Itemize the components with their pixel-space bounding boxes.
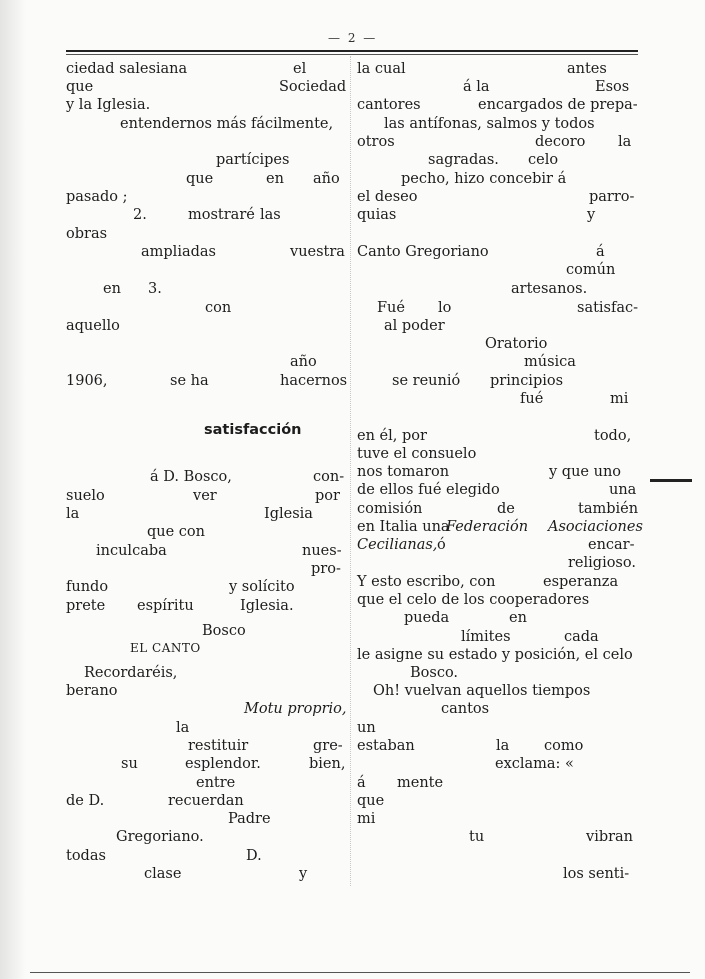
text-fragment: vuestra xyxy=(290,244,345,260)
text-fragment: inculcaba xyxy=(96,543,167,559)
text-fragment: pasado ; xyxy=(66,189,128,205)
text-fragment: principios xyxy=(490,373,564,389)
text-fragment: Iglesia. xyxy=(240,598,294,614)
text-fragment: fundo xyxy=(66,579,109,595)
header-rule-thin xyxy=(66,54,638,55)
text-fragment: recuerdan xyxy=(168,793,244,809)
text-fragment: Padre xyxy=(228,811,271,827)
text-fragment: clase xyxy=(144,866,182,882)
text-fragment: que xyxy=(357,793,385,809)
text-fragment: la xyxy=(66,506,80,522)
text-fragment: en xyxy=(266,171,284,187)
text-fragment: de xyxy=(497,501,515,517)
text-fragment: quias xyxy=(357,207,397,223)
text-fragment: cantores xyxy=(357,97,421,113)
text-fragment: encar- xyxy=(588,537,635,553)
text-fragment: todo, xyxy=(594,428,632,444)
text-fragment: espíritu xyxy=(137,598,194,614)
text-fragment: tuve el consuelo xyxy=(357,446,477,462)
text-fragment: el deseo xyxy=(357,189,418,205)
text-fragment: que xyxy=(66,79,94,95)
text-fragment: común xyxy=(566,262,616,278)
text-fragment: y solícito xyxy=(229,579,295,595)
text-fragment: Canto Gregoriano xyxy=(357,244,489,260)
margin-mark xyxy=(650,479,692,482)
text-fragment: Asociaciones xyxy=(548,519,643,535)
text-fragment: partícipes xyxy=(216,152,290,168)
text-fragment: á la xyxy=(463,79,490,95)
text-fragment: como xyxy=(544,738,584,754)
text-fragment: exclama: « xyxy=(495,756,574,772)
text-fragment: las xyxy=(260,207,281,223)
text-fragment: prete xyxy=(66,598,106,614)
text-fragment: ampliadas xyxy=(141,244,216,260)
text-fragment: 2. xyxy=(133,207,147,223)
text-fragment: encargados de prepa- xyxy=(478,97,638,113)
text-fragment: 1906, xyxy=(66,373,108,389)
text-fragment: Recordaréis, xyxy=(84,665,178,681)
column-divider xyxy=(350,56,351,886)
text-fragment: en él, por xyxy=(357,428,427,444)
text-fragment: hacernos xyxy=(280,373,348,389)
text-fragment: con- xyxy=(313,469,345,485)
text-fragment: Y esto escribo, con xyxy=(357,574,496,590)
text-fragment: que con xyxy=(147,524,205,540)
text-fragment: todas xyxy=(66,848,106,864)
text-fragment: D. xyxy=(246,848,262,864)
header-rule xyxy=(66,50,638,52)
text-fragment: música xyxy=(524,354,576,370)
text-fragment: pueda xyxy=(404,610,450,626)
text-fragment: Esos xyxy=(595,79,630,95)
text-fragment: estaban xyxy=(357,738,415,754)
text-fragment: se ha xyxy=(170,373,209,389)
text-fragment: ó xyxy=(437,537,446,553)
text-fragment: restituir xyxy=(188,738,249,754)
footer-rule xyxy=(30,972,690,973)
text-fragment: un xyxy=(357,720,376,736)
text-fragment: y la Iglesia. xyxy=(66,97,151,113)
text-fragment: las antífonas, salmos y todos xyxy=(384,116,595,132)
text-fragment: celo xyxy=(528,152,559,168)
text-fragment: artesanos. xyxy=(511,281,588,297)
text-fragment: Federación xyxy=(446,519,529,535)
text-fragment: lo xyxy=(438,300,452,316)
text-fragment: de D. xyxy=(66,793,105,809)
section-heading-small-caps: EL CANTO xyxy=(130,641,201,655)
text-fragment: nos tomaron xyxy=(357,464,450,480)
text-fragment: pro- xyxy=(311,561,341,577)
text-fragment: Motu proprio, xyxy=(244,701,347,717)
text-fragment: la xyxy=(496,738,510,754)
text-fragment: 3. xyxy=(148,281,162,297)
text-fragment: sagradas. xyxy=(428,152,499,168)
text-fragment: una xyxy=(609,482,637,498)
text-fragment: obras xyxy=(66,226,108,242)
text-fragment: bien, xyxy=(309,756,346,772)
text-fragment: á xyxy=(596,244,605,260)
text-fragment: cantos xyxy=(441,701,490,717)
text-fragment: cada xyxy=(564,629,599,645)
text-fragment: berano xyxy=(66,683,118,699)
text-fragment: y xyxy=(587,207,596,223)
text-fragment: Sociedad xyxy=(279,79,347,95)
text-fragment: año xyxy=(313,171,340,187)
text-fragment: suelo xyxy=(66,488,105,504)
text-fragment: y xyxy=(299,866,308,882)
text-fragment: límites xyxy=(461,629,511,645)
text-fragment: se reunió xyxy=(392,373,461,389)
text-fragment: también xyxy=(578,501,639,517)
text-fragment: mi xyxy=(610,391,629,407)
text-fragment: pecho, hizo concebir á xyxy=(401,171,567,187)
text-fragment: á D. Bosco, xyxy=(150,469,232,485)
text-fragment: vibran xyxy=(586,829,634,845)
section-heading: satisfacción xyxy=(204,422,302,438)
text-fragment: que xyxy=(186,171,214,187)
text-fragment: el xyxy=(293,61,307,77)
text-fragment: esplendor. xyxy=(185,756,261,772)
text-fragment: comisión xyxy=(357,501,423,517)
text-fragment: con xyxy=(205,300,232,316)
text-fragment: tu xyxy=(469,829,485,845)
text-fragment: mostraré xyxy=(188,207,255,223)
text-fragment: Oratorio xyxy=(485,336,548,352)
text-fragment: esperanza xyxy=(543,574,619,590)
text-fragment: de ellos fué elegido xyxy=(357,482,500,498)
text-fragment: antes xyxy=(567,61,607,77)
text-fragment: Fué xyxy=(377,300,405,316)
text-fragment: y que uno xyxy=(549,464,622,480)
text-fragment: otros xyxy=(357,134,395,150)
text-fragment: aquello xyxy=(66,318,120,334)
text-fragment: fué xyxy=(520,391,544,407)
text-fragment: en xyxy=(509,610,527,626)
text-fragment: decoro xyxy=(535,134,586,150)
text-fragment: parro- xyxy=(589,189,635,205)
text-fragment: los senti- xyxy=(563,866,630,882)
text-fragment: Cecilianas, xyxy=(357,537,438,553)
text-fragment: ver xyxy=(193,488,217,504)
text-fragment: Bosco. xyxy=(410,665,459,681)
text-fragment: en xyxy=(103,281,121,297)
text-fragment: entre xyxy=(196,775,236,791)
text-fragment: año xyxy=(290,354,317,370)
text-fragment: por xyxy=(315,488,340,504)
text-fragment: Bosco xyxy=(202,623,246,639)
text-fragment: Oh! vuelvan aquellos tiempos xyxy=(373,683,591,699)
page-edge-stain xyxy=(0,0,26,979)
text-fragment: religioso. xyxy=(568,555,636,571)
text-fragment: á xyxy=(357,775,366,791)
text-fragment: que el celo de los cooperadores xyxy=(357,592,590,608)
text-fragment: ciedad salesiana xyxy=(66,61,188,77)
text-fragment: le asigne su estado y posición, el celo xyxy=(357,647,633,663)
text-fragment: nues- xyxy=(302,543,342,559)
text-fragment: al poder xyxy=(384,318,445,334)
text-fragment: en Italia una xyxy=(357,519,450,535)
text-fragment: gre- xyxy=(313,738,343,754)
text-fragment: su xyxy=(121,756,138,772)
text-fragment: entendernos más fácilmente, xyxy=(120,116,334,132)
text-fragment: la cual xyxy=(357,61,406,77)
text-fragment: mi xyxy=(357,811,376,827)
text-fragment: mente xyxy=(397,775,444,791)
text-fragment: Iglesia xyxy=(264,506,313,522)
text-fragment: la xyxy=(618,134,632,150)
text-fragment: la xyxy=(176,720,190,736)
text-fragment: Gregoriano. xyxy=(116,829,204,845)
text-fragment: satisfac- xyxy=(577,300,639,316)
page-number: — 2 — xyxy=(328,31,378,45)
